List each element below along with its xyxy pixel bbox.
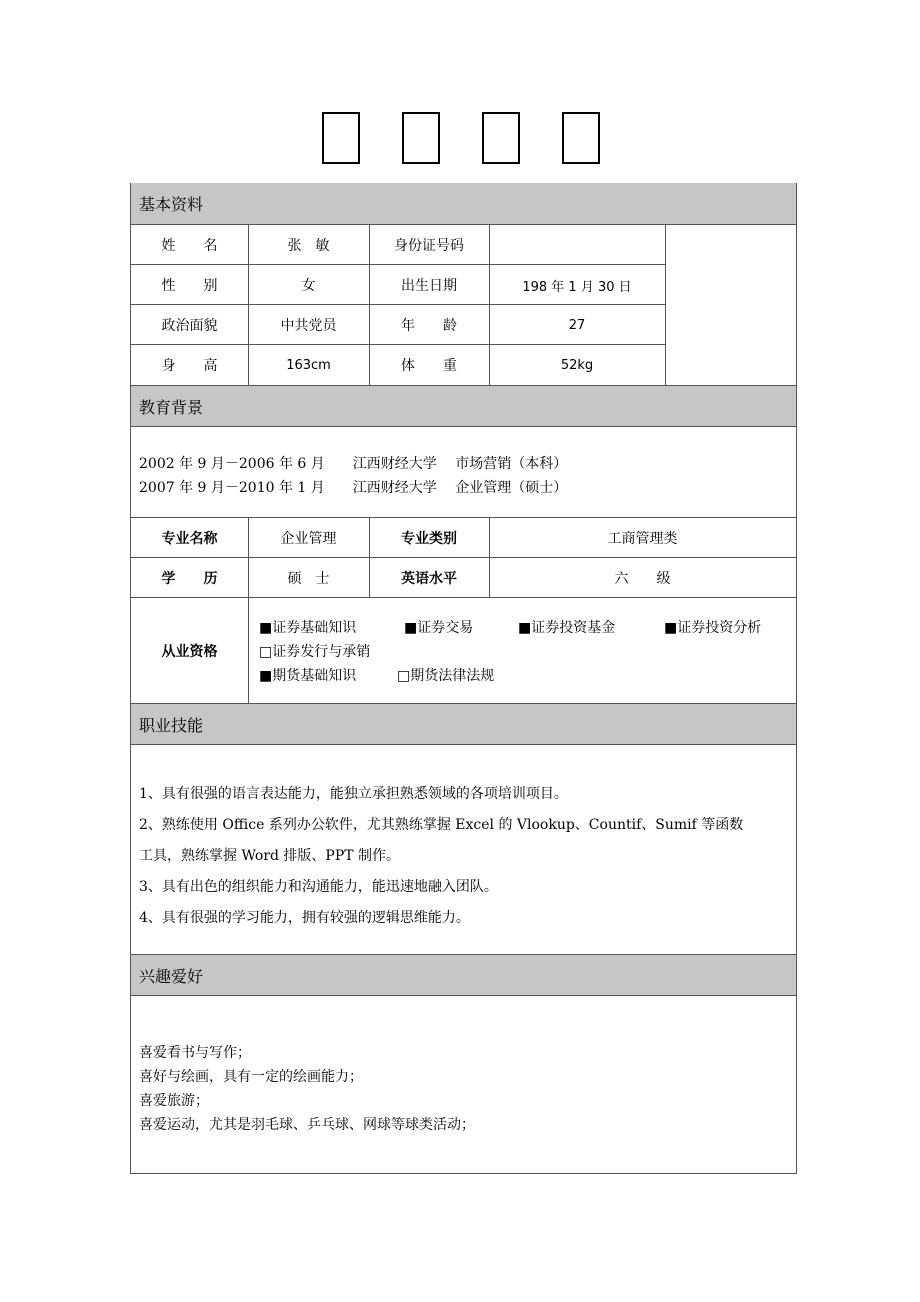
label-name: 姓 名 [161,238,218,254]
education-history [139,452,567,500]
checked-checkbox-icon: ■ [664,620,678,636]
photo-area-divider [665,225,666,385]
section-header-basic [131,183,796,225]
section-title: 职业技能 [139,715,204,735]
title-glyph-box [562,112,600,164]
label-height: 身 高 [161,358,218,374]
skill-line: 3、具有出色的组织能力和沟通能力，能迅速地融入团队。 [139,879,498,895]
label-weight: 体 重 [401,358,457,374]
qualification-item: □期货法律法规 [397,668,495,684]
label-birth-date: 出生日期 [401,278,457,294]
value-height: 163cm [286,357,331,373]
education-entry: 2007 年 9 月－2010 年 1 月 江西财经大学 企业管理（硕士） [139,480,568,496]
skill-line: 工具，熟练掌握 Word 排版、PPT 制作。 [139,848,401,864]
hobby-line: 喜好与绘画，具有一定的绘画能力； [139,1069,363,1085]
hobby-line: 喜爱运动，尤其是羽毛球、乒乓球、网球等球类活动； [139,1117,475,1133]
qualification-item: □证券发行与承销 [259,644,371,660]
label-degree: 学 历 [161,570,218,587]
hobby-line: 喜爱旅游； [139,1093,209,1109]
skill-line: 2、熟练使用 Office 系列办公软件，尤其熟练掌握 Excel 的 Vlookup、Countif、Sumif 等函数 [139,817,744,833]
value-name: 张 敏 [287,238,330,254]
qualification-item: ■期货基础知识 [259,668,357,684]
resume-table [130,183,797,1174]
section-title: 兴趣爱好 [139,966,204,986]
label-english-level: 英语水平 [401,570,457,587]
unchecked-checkbox-icon: □ [397,668,411,684]
hobbies-list [139,1041,475,1137]
section-header-education [131,385,796,427]
value-major: 企业管理 [280,530,337,547]
skill-line: 1、具有很强的语言表达能力，能独立承担熟悉领域的各项培训项目。 [139,786,568,802]
skill-line: 4、具有很强的学习能力，拥有较强的逻辑思维能力。 [139,910,470,926]
label-political-status: 政治面貌 [161,318,218,334]
value-degree: 硕 士 [287,570,330,587]
label-major-category: 专业类别 [401,530,457,547]
label-qualifications: 从业资格 [161,643,218,660]
title-glyph-box [322,112,360,164]
value-major-category: 工商管理类 [607,530,678,547]
title-glyph-box [482,112,520,164]
label-gender: 性 别 [161,278,218,294]
skills-list [139,779,743,934]
hobby-line: 喜爱看书与写作； [139,1045,251,1061]
value-weight: 52kg [560,357,594,373]
section-title: 教育背景 [139,397,204,417]
unchecked-checkbox-icon: □ [259,644,273,660]
label-major: 专业名称 [161,530,218,547]
checked-checkbox-icon: ■ [259,620,273,636]
qualification-item: ■证券基础知识 [259,620,357,636]
value-age: 27 [568,317,586,333]
label-id-number: 身份证号码 [394,238,464,254]
checked-checkbox-icon: ■ [259,668,273,684]
value-gender: 女 [301,278,316,294]
title-glyph-box [402,112,440,164]
value-id-number [489,225,665,265]
checked-checkbox-icon: ■ [518,620,532,636]
value-english-level: 六 级 [614,570,671,587]
qualification-item: ■证券投资分析 [664,620,762,636]
resume-title [0,112,920,182]
section-title: 基本资料 [139,195,204,214]
value-birth-date: 198 年 1 月 30 日 [522,279,632,295]
checked-checkbox-icon: ■ [404,620,418,636]
qualification-item: ■证券交易 [404,620,474,636]
section-header-skills [131,703,796,745]
education-entry: 2002 年 9 月－2006 年 6 月 江西财经大学 市场营销（本科） [139,456,568,472]
section-header-hobbies [131,954,796,996]
value-political-status: 中共党员 [280,318,337,334]
label-age: 年 龄 [401,318,457,334]
qualification-item: ■证券投资基金 [518,620,616,636]
